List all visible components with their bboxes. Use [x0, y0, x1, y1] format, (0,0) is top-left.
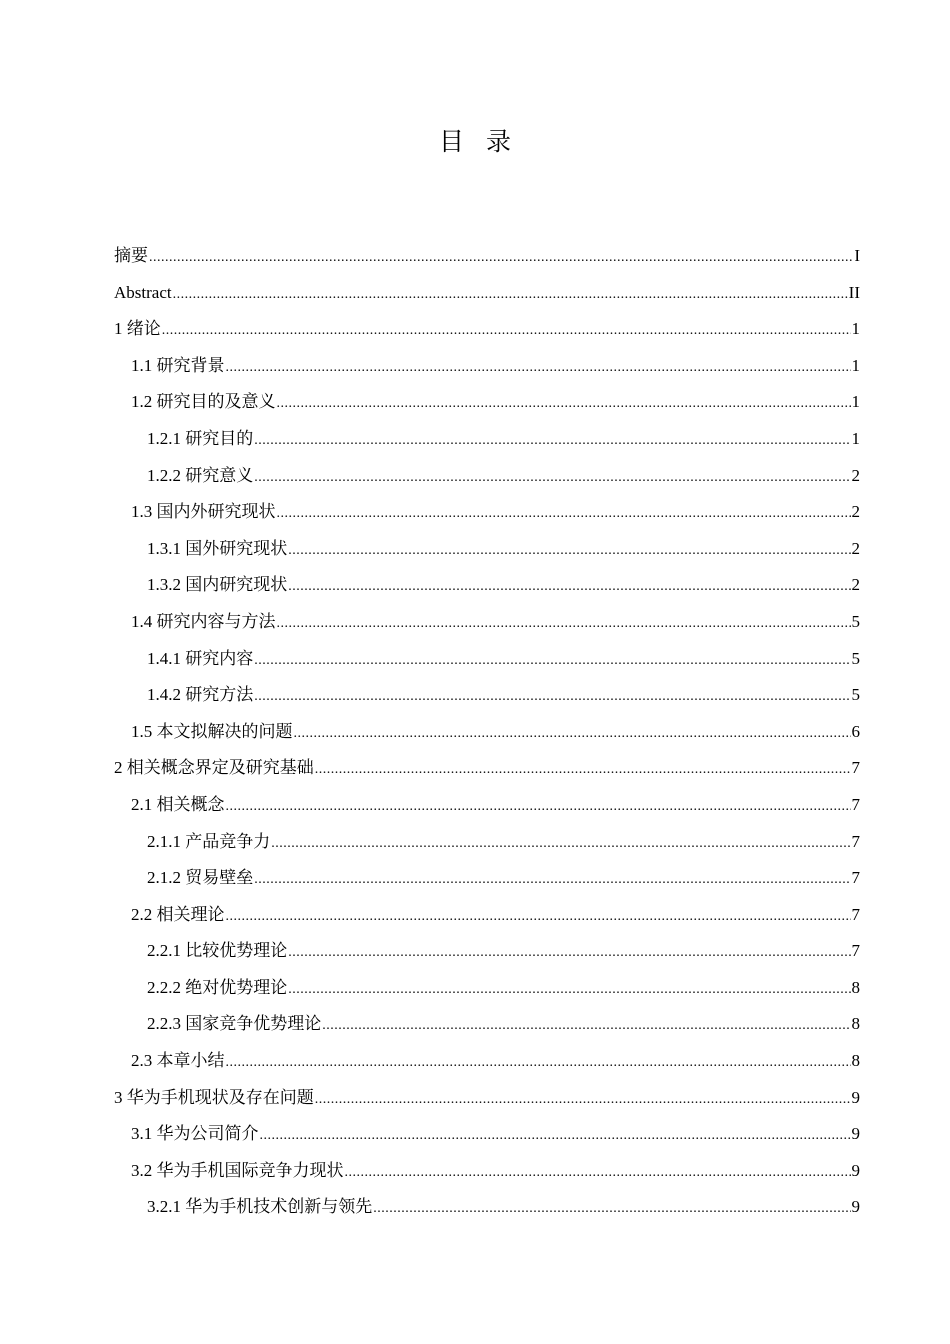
toc-entry[interactable] [114, 1043, 860, 1080]
toc-entry-label: 3.2.1 华为手机技术创新与领先 [147, 1197, 373, 1217]
toc-entry-page: 8 [851, 977, 860, 997]
toc-leader-dots [277, 386, 851, 423]
toc-entry[interactable] [114, 531, 860, 568]
toc-entry-page: 5 [851, 648, 860, 668]
toc-leader-dots [254, 862, 850, 899]
toc-entry-page: 9 [851, 1124, 860, 1144]
toc-leader-dots [149, 240, 853, 277]
toc-entry[interactable] [114, 787, 860, 824]
toc-entry-page: 8 [851, 1014, 860, 1034]
toc-leader-dots [254, 643, 850, 680]
toc-entry[interactable] [114, 348, 860, 385]
toc-entry-page: 7 [851, 758, 860, 778]
toc-entry-label: 1.1 研究背景 [131, 355, 225, 375]
toc-leader-dots [315, 1082, 851, 1119]
toc-entry-label: 3.1 华为公司简介 [131, 1124, 259, 1144]
toc-leader-dots [294, 716, 851, 753]
toc-entry-label: 1.3.1 国外研究现状 [147, 538, 288, 558]
toc-entry[interactable] [114, 567, 860, 604]
toc-leader-dots [288, 569, 850, 606]
toc-entry[interactable] [114, 421, 860, 458]
toc-leader-dots [315, 752, 851, 789]
toc-entry-label: 1.2.2 研究意义 [147, 465, 254, 485]
toc-entry-label: 1.2.1 研究目的 [147, 428, 254, 448]
toc-entry[interactable] [114, 494, 860, 531]
toc-entry-page: 7 [851, 794, 860, 814]
toc-leader-dots [288, 935, 850, 972]
toc-entry[interactable] [114, 1116, 860, 1153]
toc-entry[interactable] [114, 238, 860, 275]
toc-entry-label: 2.1.1 产品竞争力 [147, 831, 271, 851]
toc-entry-page: 2 [851, 538, 860, 558]
toc-entry[interactable] [114, 604, 860, 641]
toc-entry[interactable] [114, 677, 860, 714]
toc-entry[interactable] [114, 1189, 860, 1226]
toc-entry[interactable] [114, 275, 860, 312]
toc-leader-dots [226, 350, 851, 387]
toc-entry[interactable] [114, 384, 860, 421]
toc-entry-page: 8 [851, 1051, 860, 1071]
toc-entry[interactable] [114, 1006, 860, 1043]
toc-entry-page: 7 [851, 941, 860, 961]
toc-entry-label: 1.3 国内外研究现状 [131, 502, 276, 522]
toc-entry[interactable] [114, 311, 860, 348]
toc-entry-page: 2 [851, 502, 860, 522]
toc-leader-dots [162, 313, 851, 350]
toc-entry-page: 6 [851, 721, 860, 741]
toc-entry[interactable] [114, 1153, 860, 1190]
toc-entry-label: 摘要 [114, 246, 148, 265]
toc-entry-label: 2.2.1 比较优势理论 [147, 941, 288, 961]
toc-entry-page: 2 [851, 575, 860, 595]
toc-leader-dots [226, 1045, 851, 1082]
toc-entry-page: 9 [851, 1197, 860, 1217]
table-of-contents [114, 238, 860, 1226]
toc-leader-dots [254, 423, 850, 460]
toc-leader-dots [226, 789, 851, 826]
toc-entry-label: 2.3 本章小结 [131, 1051, 225, 1071]
toc-leader-dots [345, 1155, 851, 1192]
toc-entry-page: 7 [851, 904, 860, 924]
toc-entry-label: 1.5 本文拟解决的问题 [131, 721, 293, 741]
toc-entry-page: 1 [851, 392, 860, 412]
toc-leader-dots [373, 1191, 850, 1228]
toc-entry-label: 1.4 研究内容与方法 [131, 611, 276, 631]
toc-leader-dots [277, 606, 851, 643]
toc-entry-label: 1.4.1 研究内容 [147, 648, 254, 668]
toc-entry-page: 7 [851, 868, 860, 888]
toc-entry[interactable] [114, 970, 860, 1007]
toc-entry-page: 5 [851, 611, 860, 631]
toc-entry-page: 9 [851, 1160, 860, 1180]
toc-entry-page: II [848, 282, 860, 302]
toc-entry[interactable] [114, 1080, 860, 1117]
toc-entry-label: 1.2 研究目的及意义 [131, 392, 276, 412]
toc-entry-page: 1 [851, 428, 860, 448]
toc-entry-label: 1.3.2 国内研究现状 [147, 575, 288, 595]
toc-leader-dots [254, 679, 850, 716]
toc-entry-label: 1 绪论 [114, 319, 161, 339]
toc-entry[interactable] [114, 897, 860, 934]
toc-entry-label: 2.2.2 绝对优势理论 [147, 977, 288, 997]
toc-entry-label: Abstract [114, 282, 172, 302]
toc-entry-page: 2 [851, 465, 860, 485]
toc-entry-page: 9 [851, 1087, 860, 1107]
toc-entry-page: I [854, 246, 860, 265]
toc-entry-page: 7 [851, 831, 860, 851]
toc-entry[interactable] [114, 714, 860, 751]
toc-entry-page: 5 [851, 685, 860, 705]
page-title: 目录 [438, 127, 533, 156]
toc-entry[interactable] [114, 824, 860, 861]
toc-entry[interactable] [114, 458, 860, 495]
toc-entry-label: 2.2.3 国家竞争优势理论 [147, 1014, 322, 1034]
toc-leader-dots [254, 460, 850, 497]
toc-entry-label: 2.2 相关理论 [131, 904, 225, 924]
toc-entry-label: 3 华为手机现状及存在问题 [114, 1087, 314, 1107]
toc-entry-label: 2.1 相关概念 [131, 794, 225, 814]
toc-leader-dots [173, 277, 848, 314]
toc-entry[interactable] [114, 641, 860, 678]
toc-leader-dots [288, 533, 850, 570]
toc-entry[interactable] [114, 933, 860, 970]
toc-entry-label: 2.1.2 贸易壁垒 [147, 868, 254, 888]
toc-leader-dots [322, 1008, 850, 1045]
toc-leader-dots [226, 899, 851, 936]
toc-leader-dots [271, 826, 850, 863]
toc-entry-label: 3.2 华为手机国际竞争力现状 [131, 1160, 344, 1180]
toc-entry-page: 1 [851, 355, 860, 375]
toc-leader-dots [277, 496, 851, 533]
toc-leader-dots [288, 972, 850, 1009]
toc-entry-label: 2 相关概念界定及研究基础 [114, 758, 314, 778]
toc-entry-page: 1 [851, 319, 860, 339]
toc-entry[interactable] [114, 860, 860, 897]
toc-entry[interactable] [114, 750, 860, 787]
toc-entry-label: 1.4.2 研究方法 [147, 685, 254, 705]
toc-leader-dots [260, 1118, 851, 1155]
